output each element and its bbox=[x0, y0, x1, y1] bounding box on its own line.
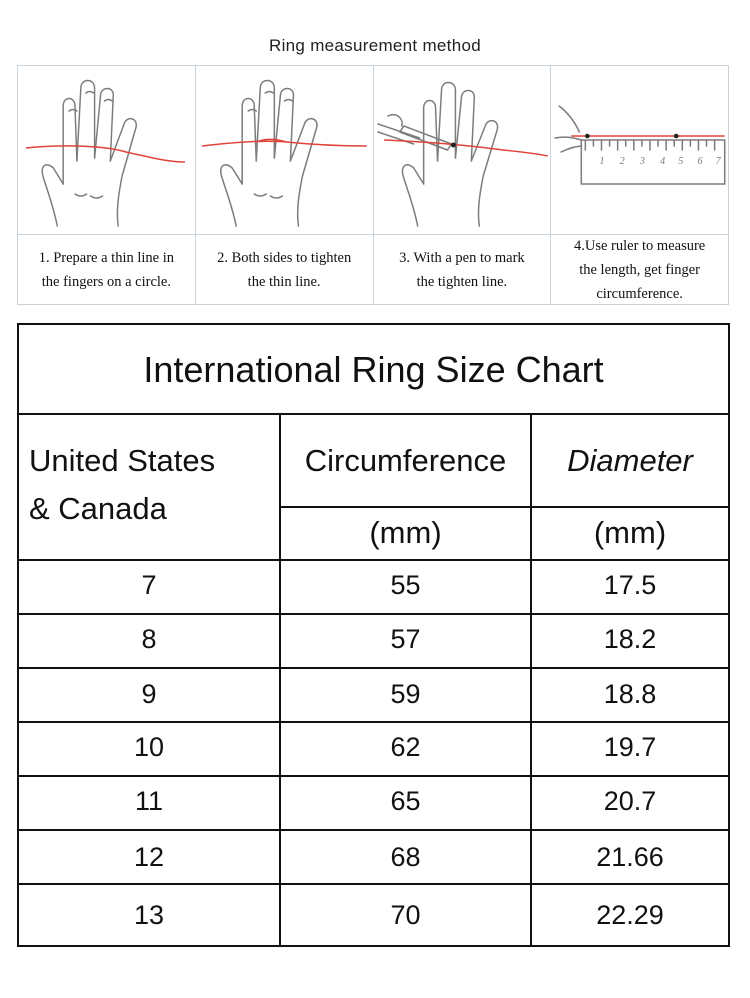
hand-pen-mark-icon bbox=[374, 66, 551, 234]
col-header-circumference-unit: (mm) bbox=[369, 515, 442, 550]
grid-line bbox=[19, 775, 728, 777]
measurement-steps bbox=[17, 65, 729, 305]
ruler-number: 6 bbox=[697, 156, 703, 167]
grid-line bbox=[280, 506, 728, 508]
step-caption-line: 4.Use ruler to measure bbox=[573, 237, 706, 254]
col-header-us-line2: & Canada bbox=[29, 491, 167, 526]
cell-us-size: 12 bbox=[133, 842, 165, 872]
cell-circumference: 55 bbox=[390, 570, 421, 600]
cell-diameter: 17.5 bbox=[603, 570, 657, 600]
cell-diameter: 18.2 bbox=[603, 624, 657, 654]
cell-us-size: 9 bbox=[141, 679, 157, 709]
grid-line bbox=[19, 883, 728, 885]
ruler-number: 2 bbox=[619, 156, 625, 167]
cell-diameter: 18.8 bbox=[603, 679, 657, 709]
grid-line bbox=[19, 667, 728, 669]
col-header-diameter-unit: (mm) bbox=[593, 515, 667, 550]
step-caption-line: the tighten line. bbox=[416, 273, 508, 290]
ruler-number: 4 bbox=[660, 156, 666, 167]
step-caption-line: 1. Prepare a thin line in bbox=[38, 249, 175, 266]
cell-circumference: 70 bbox=[390, 900, 421, 930]
cell-us-size: 11 bbox=[134, 786, 164, 816]
cell-diameter: 22.29 bbox=[596, 900, 664, 930]
step-caption-line: the length, get finger bbox=[579, 261, 701, 278]
ruler-number: 3 bbox=[640, 156, 646, 167]
ruler-number: 1 bbox=[599, 156, 605, 167]
cell-diameter: 20.7 bbox=[603, 786, 657, 816]
cell-us-size: 7 bbox=[141, 570, 157, 600]
step-caption-line: 2. Both sides to tighten bbox=[217, 249, 352, 266]
grid-line bbox=[19, 413, 728, 415]
step-4 bbox=[550, 66, 729, 304]
ruler-number: 5 bbox=[678, 156, 684, 167]
grid-line bbox=[19, 559, 728, 561]
step-1 bbox=[17, 66, 195, 304]
chart-title: International Ring Size Chart bbox=[143, 348, 604, 390]
cell-us-size: 10 bbox=[133, 732, 165, 762]
cell-circumference: 62 bbox=[390, 732, 421, 762]
hand-tighten-thread-icon bbox=[196, 66, 373, 234]
step-caption-line: circumference. bbox=[596, 285, 683, 302]
col-header-circumference: Circumference bbox=[304, 443, 507, 478]
step-caption-line: 3. With a pen to mark bbox=[399, 249, 525, 266]
ring-size-chart bbox=[17, 323, 730, 947]
col-header-us-line1: United States bbox=[29, 443, 216, 478]
step-3 bbox=[373, 66, 551, 304]
step-caption-line: the thin line. bbox=[247, 273, 321, 290]
cell-us-size: 13 bbox=[133, 900, 165, 930]
cell-diameter: 19.7 bbox=[603, 732, 657, 762]
cell-circumference: 68 bbox=[390, 842, 421, 872]
step-2 bbox=[195, 66, 373, 304]
grid-line bbox=[19, 829, 728, 831]
grid-line bbox=[19, 613, 728, 615]
ruler-measure-icon bbox=[551, 66, 728, 234]
hand-with-thread-icon bbox=[18, 66, 195, 234]
step-caption-line: the fingers on a circle. bbox=[41, 273, 171, 290]
method-title: Ring measurement method bbox=[269, 36, 481, 55]
cell-us-size: 8 bbox=[141, 624, 157, 654]
cell-diameter: 21.66 bbox=[596, 842, 664, 872]
cell-circumference: 59 bbox=[390, 679, 421, 709]
col-header-diameter: Diameter bbox=[567, 443, 693, 478]
grid-line bbox=[19, 721, 728, 723]
cell-circumference: 65 bbox=[390, 786, 421, 816]
ruler-number: 7 bbox=[715, 156, 721, 167]
cell-circumference: 57 bbox=[390, 624, 421, 654]
